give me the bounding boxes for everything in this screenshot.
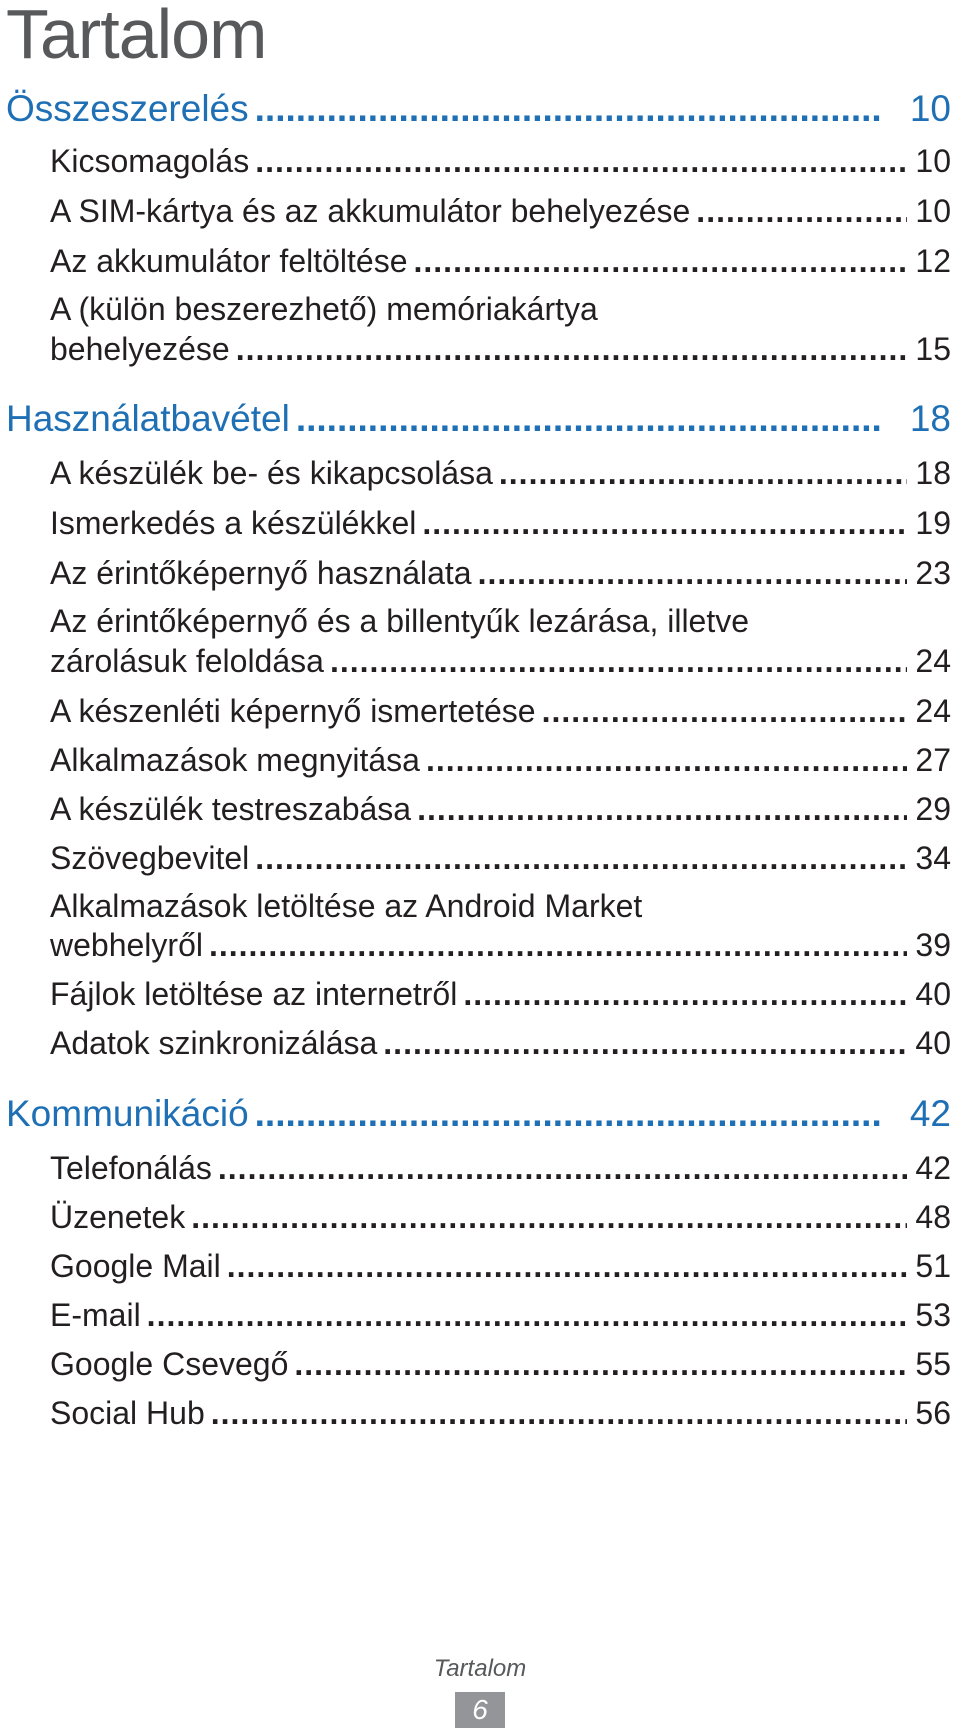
page-number: 10 [909, 88, 951, 129]
toc-entry[interactable] [50, 1150, 951, 1187]
toc-entry[interactable] [50, 976, 951, 1013]
toc-section-heading[interactable] [6, 88, 951, 130]
leader-dots [255, 88, 883, 130]
page-title: Tartalom [6, 0, 267, 73]
entry-title: webhelyről [50, 927, 203, 963]
toc-entry[interactable] [50, 1297, 951, 1334]
entry-title: Az érintőképernyő használata [50, 555, 472, 591]
page-number: 34 [915, 840, 951, 876]
page-number: 40 [915, 976, 951, 1012]
leader-dots [330, 643, 907, 680]
section-title: Összeszerelés [6, 88, 249, 129]
footer-page-number: 6 [455, 1692, 505, 1728]
toc-entry[interactable] [50, 1199, 951, 1236]
toc-entry[interactable] [50, 1025, 951, 1062]
leader-dots [463, 976, 907, 1013]
page-number: 23 [915, 555, 951, 591]
entry-title: A készenléti képernyő ismertetése [50, 693, 536, 729]
toc-entry[interactable] [50, 243, 951, 280]
page-number: 53 [915, 1297, 951, 1333]
toc-entry[interactable] [50, 791, 951, 828]
entry-title-line[interactable]: A (külön beszerezhető) memóriakártya [50, 291, 598, 327]
page-number: 29 [915, 791, 951, 827]
entry-title: Telefonálás [50, 1150, 212, 1186]
toc-entry[interactable] [50, 1248, 951, 1285]
leader-dots [218, 1150, 907, 1187]
toc-section-heading[interactable] [6, 398, 951, 440]
page-number: 18 [915, 455, 951, 491]
entry-title: E-mail [50, 1297, 141, 1333]
page-number: 10 [915, 143, 951, 179]
page-number: 24 [915, 643, 951, 679]
page-number: 48 [915, 1199, 951, 1235]
toc-entry[interactable] [50, 143, 951, 180]
leader-dots [236, 331, 907, 368]
entry-title: Szövegbevitel [50, 840, 250, 876]
entry-title: Kicsomagolás [50, 143, 250, 179]
leader-dots [227, 1248, 907, 1285]
toc-entry[interactable] [50, 840, 951, 877]
page-number: 18 [909, 398, 951, 439]
toc-entry[interactable] [50, 193, 951, 230]
entry-title: Üzenetek [50, 1199, 186, 1235]
leader-dots [422, 505, 907, 542]
entry-title: A készülék testreszabása [50, 791, 412, 827]
page-number: 24 [915, 693, 951, 729]
toc-entry[interactable] [50, 643, 951, 680]
page-number: 42 [915, 1150, 951, 1186]
page-number: 10 [915, 193, 951, 229]
leader-dots [147, 1297, 907, 1334]
footer-label: Tartalom [433, 1655, 527, 1682]
page-number: 51 [915, 1248, 951, 1284]
section-title: Használatbavétel [6, 398, 290, 439]
section-title: Kommunikáció [6, 1093, 249, 1134]
page-number: 40 [915, 1025, 951, 1061]
entry-title: Fájlok letöltése az internetről [50, 976, 458, 1012]
entry-title-line[interactable]: Az érintőképernyő és a billentyűk lezárása, illetve [50, 603, 750, 639]
entry-title: A készülék be- és kikapcsolása [50, 455, 493, 491]
leader-dots [209, 927, 907, 964]
entry-title: zárolásuk feloldása [50, 643, 324, 679]
page-number: 15 [915, 331, 951, 367]
leader-dots [294, 1346, 907, 1383]
entry-title: Google Csevegő [50, 1346, 289, 1382]
entry-title: Az akkumulátor feltöltése [50, 243, 408, 279]
leader-dots [499, 455, 907, 492]
leader-dots [255, 840, 907, 877]
leader-dots [255, 143, 907, 180]
page-number: 19 [915, 505, 951, 541]
leader-dots [426, 742, 907, 779]
toc-entry[interactable] [50, 505, 951, 542]
toc-entry[interactable] [50, 455, 951, 492]
leader-dots [478, 555, 907, 592]
page-number: 56 [915, 1395, 951, 1431]
toc-section-heading[interactable] [6, 1093, 951, 1135]
page-number: 27 [915, 742, 951, 778]
toc-entry[interactable] [50, 1395, 951, 1432]
leader-dots [414, 243, 908, 280]
entry-title: A SIM-kártya és az akkumulátor behelyezése [50, 193, 691, 229]
leader-dots [417, 791, 907, 828]
entry-title: Ismerkedés a készülékkel [50, 505, 417, 541]
leader-dots [191, 1199, 907, 1236]
page-number: 39 [915, 927, 951, 963]
toc-entry[interactable] [50, 742, 951, 779]
toc-entry[interactable] [50, 693, 951, 730]
leader-dots [211, 1395, 907, 1432]
entry-title: behelyezése [50, 331, 230, 367]
leader-dots [255, 1093, 883, 1135]
toc-entry[interactable] [50, 1346, 951, 1383]
toc-entry[interactable] [50, 331, 951, 368]
entry-title: Alkalmazások megnyitása [50, 742, 420, 778]
leader-dots [383, 1025, 907, 1062]
page-number: 42 [909, 1093, 951, 1134]
page-number: 55 [915, 1346, 951, 1382]
page-number: 12 [915, 243, 951, 279]
leader-dots [696, 193, 907, 230]
toc-entry[interactable] [50, 927, 951, 964]
toc-entry[interactable] [50, 555, 951, 592]
leader-dots [296, 398, 883, 440]
entry-title-line[interactable]: Alkalmazások letöltése az Android Market [50, 888, 643, 924]
entry-title: Google Mail [50, 1248, 221, 1284]
leader-dots [542, 693, 907, 730]
entry-title: Social Hub [50, 1395, 205, 1431]
entry-title: Adatok szinkronizálása [50, 1025, 378, 1061]
